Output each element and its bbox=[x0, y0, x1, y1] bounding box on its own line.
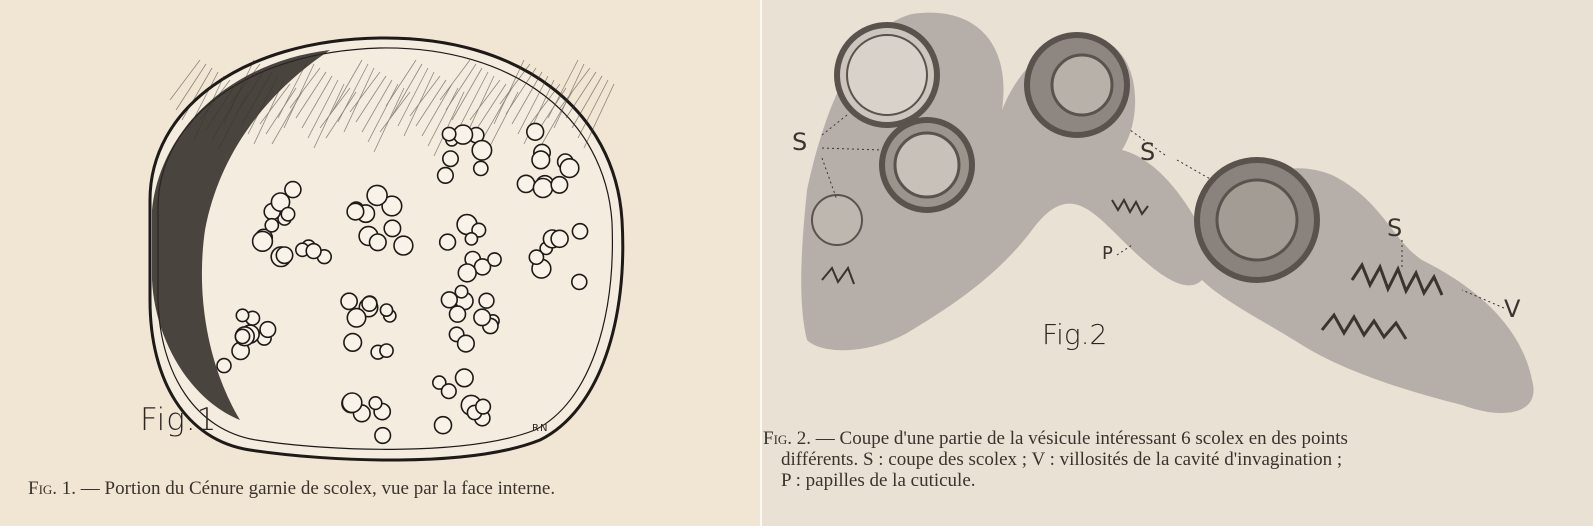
figure-2-caption-prefix: Fig. 2. bbox=[763, 428, 812, 449]
scolex-nodule bbox=[342, 393, 361, 412]
figure-1-caption-prefix: Fig. 1. bbox=[28, 478, 77, 499]
scolex-nodule bbox=[260, 322, 276, 338]
scolex-nodule bbox=[443, 151, 458, 166]
figure-2-caption bbox=[763, 428, 1589, 491]
scolex-nodule bbox=[435, 417, 452, 434]
figure-1-drawing bbox=[0, 0, 760, 526]
scolex-nodule bbox=[217, 359, 231, 373]
scolex-nodule bbox=[362, 296, 377, 311]
scolex-nodule bbox=[456, 369, 474, 387]
scolex-nodule bbox=[527, 123, 544, 140]
scolex-nodule bbox=[450, 306, 466, 322]
label-s-2: S bbox=[1140, 138, 1156, 166]
scolex-nodule bbox=[458, 335, 475, 352]
label-v: V bbox=[1504, 295, 1521, 323]
artist-initials: RN bbox=[532, 423, 549, 434]
scolex-nodule bbox=[281, 208, 294, 221]
scolex-nodule bbox=[367, 185, 387, 205]
figure-1-panel bbox=[0, 0, 760, 526]
figure-2-caption-line-2: différents. S : coupe des scolex ; V : villosités de la cavité d'invagination ; bbox=[781, 449, 1343, 470]
label-s-1: S bbox=[792, 128, 808, 156]
scolex-nodule bbox=[472, 141, 491, 160]
figure-1-label: Fig.1 bbox=[140, 402, 218, 438]
scolex-nodule bbox=[344, 334, 362, 352]
scolex-nodule bbox=[380, 304, 392, 316]
scolex-nodule bbox=[488, 253, 501, 266]
scolex-nodule bbox=[347, 309, 365, 327]
scolex-nodule bbox=[532, 151, 550, 169]
figure-1-caption bbox=[28, 478, 748, 499]
scolex-nodule bbox=[236, 309, 248, 321]
label-s-3: S bbox=[1387, 214, 1403, 242]
scolex-nodule bbox=[440, 234, 456, 250]
scolex-nodule bbox=[441, 292, 457, 308]
scolex-nodule bbox=[560, 159, 579, 178]
scolex-nodule bbox=[479, 293, 494, 308]
scolex-nodule bbox=[465, 233, 477, 245]
scolex-nodule bbox=[380, 344, 393, 357]
scolex-nodule bbox=[394, 236, 413, 255]
figure-2-label: Fig.2 bbox=[1042, 318, 1108, 351]
scolex-nodule bbox=[474, 161, 488, 175]
scolex-nodule bbox=[476, 399, 491, 414]
scolex-nodule bbox=[551, 230, 568, 247]
scolex-nodule bbox=[341, 293, 357, 309]
scolex-nodule bbox=[474, 309, 490, 325]
scolex-section-4 bbox=[812, 195, 862, 245]
scolex-nodule bbox=[235, 329, 249, 343]
figure-2-panel bbox=[762, 0, 1593, 526]
figure-2-caption-line-1 bbox=[763, 428, 1589, 449]
scolex-nodule bbox=[442, 127, 455, 140]
scolex-nodule bbox=[533, 179, 552, 198]
scolex-nodule bbox=[375, 428, 391, 444]
scolex-nodule bbox=[551, 177, 567, 193]
scolex-nodule bbox=[572, 274, 587, 289]
scolex-nodule bbox=[276, 247, 292, 263]
scolex-nodule bbox=[572, 224, 587, 239]
scolex-nodule bbox=[529, 250, 543, 264]
scolex-nodule bbox=[347, 203, 364, 220]
scolex-nodule bbox=[369, 397, 382, 410]
scolex-nodule bbox=[285, 182, 301, 198]
figure-2-caption-line-3: P : papilles de la cuticule. bbox=[781, 470, 976, 491]
scolex-nodule bbox=[458, 264, 476, 282]
figure-2-caption-line-1-text: — Coupe d'une partie de la vésicule intéressant 6 scolex en des points bbox=[811, 428, 1348, 449]
scolex-nodule bbox=[265, 219, 278, 232]
scolex-nodule bbox=[517, 175, 534, 192]
scolex-nodule bbox=[455, 286, 467, 298]
scolex-nodule bbox=[442, 384, 457, 399]
figure-1-caption-text: — Portion du Cénure garnie de scolex, vue par la face interne. bbox=[76, 478, 556, 499]
scolex-nodule bbox=[438, 168, 454, 184]
scolex-nodule bbox=[384, 220, 400, 236]
scolex-nodule bbox=[370, 234, 387, 251]
scolex-nodule bbox=[306, 244, 321, 259]
scolex-nodule bbox=[253, 231, 273, 251]
hatch-stroke bbox=[584, 84, 614, 148]
label-p: P bbox=[1102, 243, 1113, 264]
